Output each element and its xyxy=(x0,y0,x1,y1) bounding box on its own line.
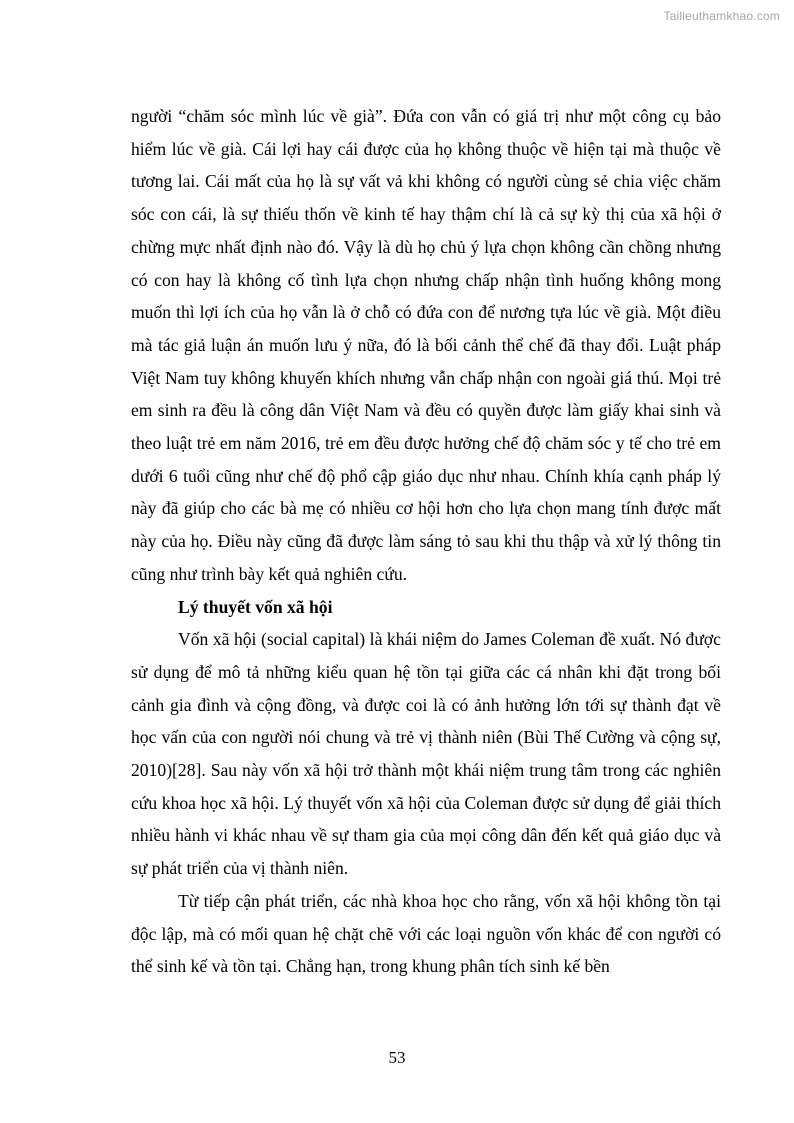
page-content xyxy=(131,100,721,983)
body-paragraph: người “chăm sóc mình lúc về già”. Đứa con vẫn có giá trị như một công cụ bảo hiểm lúc về già. Cái lợi hay cái được của họ không thuộc về hiện tại mà thuộc về tương lai. Cái mất của họ là sự vất vả khi không có người cùng sẻ chia việc chăm sóc con cái, là sự thiếu thốn về kinh tế hay thậm chí là cả sự kỳ thị của xã hội ở chừng mực nhất định nào đó. Vậy là dù họ chủ ý lựa chọn không cần chồng nhưng có con hay là không cố tình lựa chọn nhưng chấp nhận tình huống không mong muốn thì lợi ích của họ vẫn là ở chỗ có đứa con để nương tựa lúc về già. Một điều mà tác giả luận án muốn lưu ý nữa, đó là bối cảnh thể chế đã thay đổi. Luật pháp Việt Nam tuy không khuyến khích nhưng vẫn chấp nhận con ngoài giá thú. Mọi trẻ em sinh ra đều là công dân Việt Nam và đều có quyền được làm giấy khai sinh và theo luật trẻ em năm 2016, trẻ em đều được hưởng chế độ chăm sóc y tế cho trẻ em dưới 6 tuổi cũng như chế độ phổ cập giáo dục như nhau. Chính khía cạnh pháp lý này đã giúp cho các bà mẹ có nhiều cơ hội hơn cho lựa chọn mang tính được mất này của họ. Điều này cũng đã được làm sáng tỏ sau khi thu thập và xử lý thông tin cũng như trình bày kết quả nghiên cứu. xyxy=(131,106,721,584)
watermark-text: Tailieuthamkhao.com xyxy=(663,9,780,23)
body-paragraph: Từ tiếp cận phát triển, các nhà khoa học cho rằng, vốn xã hội không tồn tại độc lập, mà có mối quan hệ chặt chẽ với các loại nguồn vốn khác để con người có thể sinh kế và tồn tại. Chẳng hạn, trong khung phân tích sinh kế bền xyxy=(131,890,721,977)
page-number: 53 xyxy=(388,1048,406,1067)
body-paragraph: Vốn xã hội (social capital) là khái niệm do James Coleman đề xuất. Nó được sử dụng để mô tả những kiểu quan hệ tồn tại giữa các cá nhân khi đặt trong bối cảnh gia đình và cộng đồng, và được coi là có ảnh hưởng lớn tới sự thành đạt về học vấn của con người nói chung và trẻ vị thành niên (Bùi Thế Cường và cộng sự, 2010)[28]. Sau này vốn xã hội trở thành một khái niệm trung tâm trong các nghiên cứu khoa học xã hội. Lý thuyết vốn xã hội của Coleman được sử dụng để giải thích nhiều hành vi khác nhau về sự tham gia của mọi công dân đến kết quả giáo dục và sự phát triển của vị thành niên. xyxy=(131,629,721,879)
section-heading: Lý thuyết vốn xã hội xyxy=(178,596,333,617)
